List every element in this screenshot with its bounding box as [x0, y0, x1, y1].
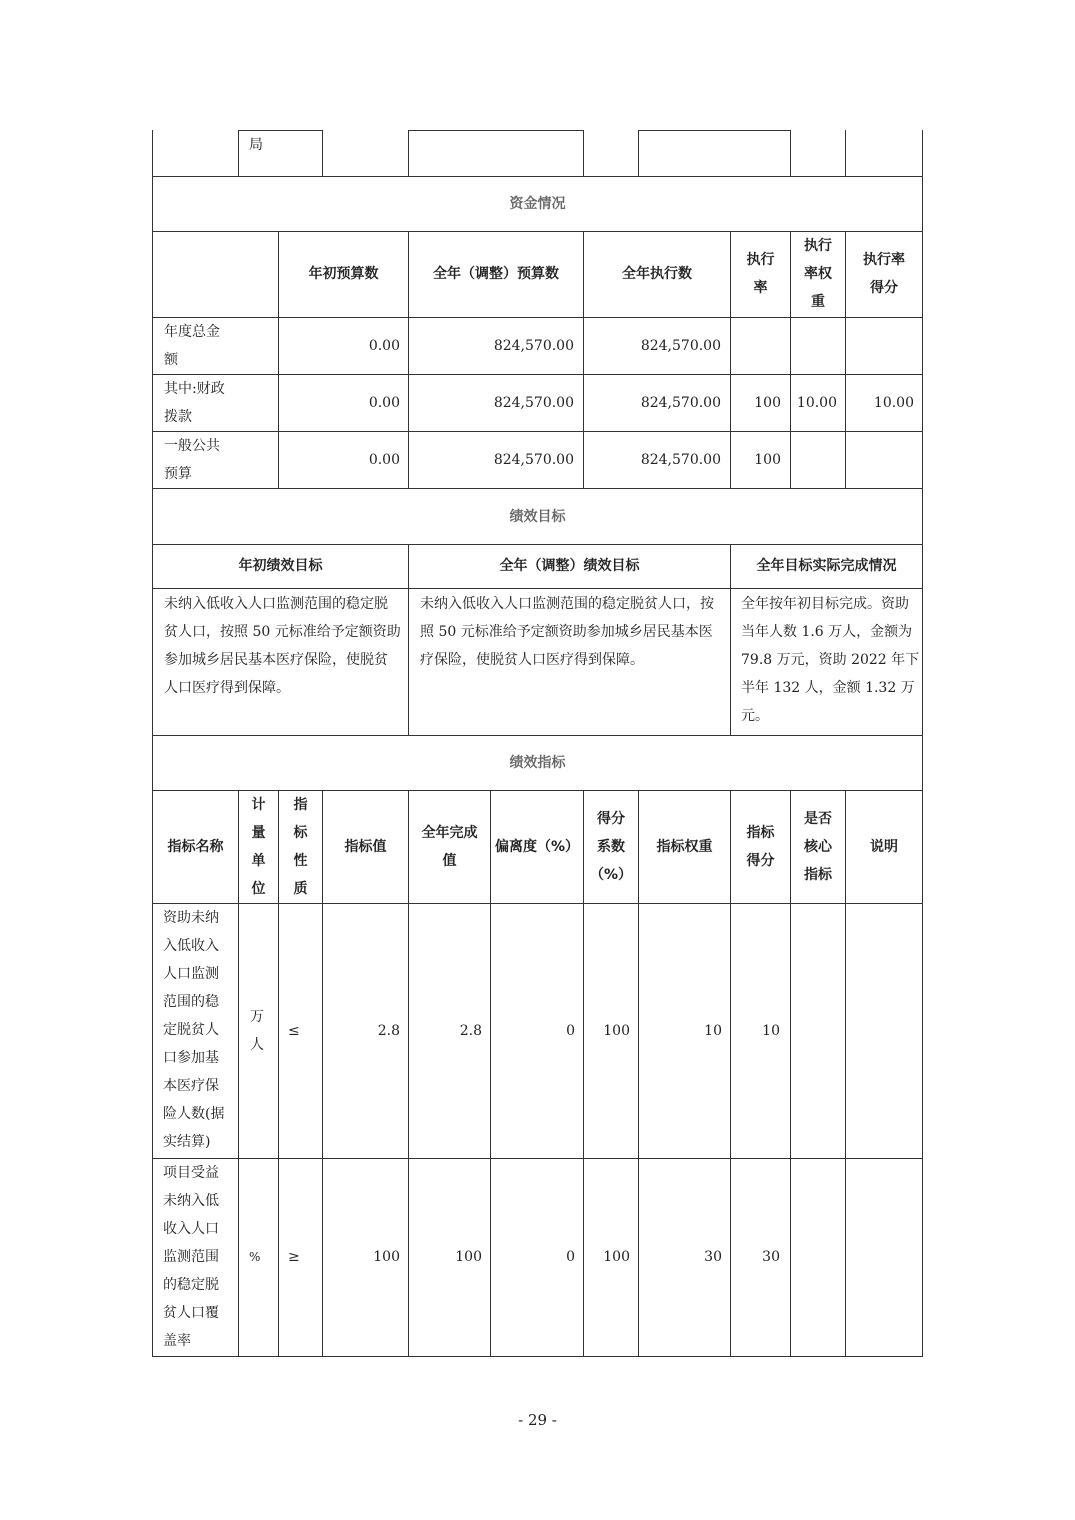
funding-adjusted: 824,570.00	[493, 452, 574, 468]
funding-score: 10.00	[873, 395, 914, 411]
funding-executed: 824,570.00	[640, 395, 721, 411]
goals-section-title: 绩效目标	[509, 509, 566, 525]
indicator-coef: 100	[603, 1249, 630, 1265]
header-score: 指标 得分	[746, 825, 775, 869]
actual-completion-text: 全年按年初目标完成。资助 当年人数 1.6 万人，金额为 79.8 万元，资助 2022 年下 半年 132 人，金额 1.32 万 元。	[741, 596, 920, 724]
header-executed: 全年执行数	[622, 266, 692, 282]
header-exec-rate: 执行 率	[746, 252, 775, 296]
header-exec-score: 执行率 得分	[863, 252, 905, 296]
funding-section-title: 资金情况	[509, 196, 566, 212]
indicator-weight: 30	[704, 1249, 722, 1265]
indicator-nature: ≥	[288, 1249, 300, 1265]
indicator-weight: 10	[704, 1023, 722, 1039]
header-adjusted-goal: 全年（调整）绩效目标	[499, 558, 640, 574]
header-actual-completion: 全年目标实际完成情况	[756, 558, 897, 574]
indicator-score: 10	[762, 1023, 780, 1039]
funding-row-label: 其中:财政 拨款	[164, 381, 225, 425]
header-indicator-name: 指标名称	[167, 839, 224, 855]
header-initial-budget: 年初预算数	[308, 266, 379, 282]
indicator-unit: %	[249, 1250, 261, 1264]
header-coef: 得分 系数 （%）	[589, 811, 633, 883]
header-note: 说明	[870, 839, 898, 855]
header-adjusted-budget: 全年（调整）预算数	[433, 266, 559, 282]
header-completed: 全年完成 值	[421, 825, 478, 869]
adjusted-goal-text: 未纳入低收入人口监测范围的稳定脱贫人口，按 照 50 元标准给予定额资助参加城乡居民基本医 疗保险，使脱贫人口医疗得到保障。	[420, 596, 714, 668]
funding-rate: 100	[754, 452, 781, 468]
indicator-name: 资助未纳 入低收入 人口监测 范围的稳 定脱贫人 口参加基 本医疗保 险人数(据 实结算)	[163, 910, 225, 1150]
initial-goal-text: 未纳入低收入人口监测范围的稳定脱 贫人口，按照 50 元标准给予定额资助 参加城乡居民基本医疗保险，使脱贫 人口医疗得到保障。	[164, 596, 401, 696]
indicator-name: 项目受益 未纳入低 收入人口 监测范围 的稳定脱 贫人口覆 盖率	[163, 1165, 219, 1349]
header-deviation: 偏离度（%）	[494, 839, 580, 855]
funding-initial: 0.00	[368, 452, 400, 468]
header-unit: 计 量 单 位	[251, 797, 266, 897]
indicator-unit: 万 人	[250, 1009, 264, 1053]
indicator-coef: 100	[603, 1023, 630, 1039]
header-weight: 指标权重	[656, 839, 713, 855]
funding-adjusted: 824,570.00	[493, 338, 574, 354]
funding-initial: 0.00	[368, 338, 400, 354]
header-indicator-value: 指标值	[344, 839, 387, 855]
indicator-score: 30	[762, 1249, 780, 1265]
header-exec-weight: 执行 率权 重	[804, 238, 832, 310]
funding-row-label: 年度总金 额	[164, 324, 220, 368]
indicator-completed: 100	[455, 1249, 482, 1265]
indicator-deviation: 0	[566, 1249, 575, 1265]
funding-executed: 824,570.00	[640, 452, 721, 468]
header-core: 是否 核心 指标	[804, 811, 832, 883]
indicator-deviation: 0	[566, 1023, 575, 1039]
indicator-completed: 2.8	[459, 1023, 482, 1039]
indicators-section-title: 绩效指标	[509, 755, 566, 771]
funding-executed: 824,570.00	[640, 338, 721, 354]
indicator-nature: ≤	[288, 1023, 300, 1039]
funding-weight: 10.00	[796, 395, 837, 411]
funding-rate: 100	[754, 395, 781, 411]
funding-row-label: 一般公共 预算	[164, 438, 220, 482]
unit-name-fragment: 局	[249, 137, 263, 153]
indicator-value: 100	[373, 1249, 400, 1265]
header-nature: 指 标 性 质	[293, 797, 308, 897]
header-initial-goal: 年初绩效目标	[238, 558, 323, 574]
page-number: - 29 -	[518, 1411, 557, 1429]
funding-adjusted: 824,570.00	[493, 395, 574, 411]
funding-initial: 0.00	[368, 395, 400, 411]
indicator-value: 2.8	[377, 1023, 400, 1039]
